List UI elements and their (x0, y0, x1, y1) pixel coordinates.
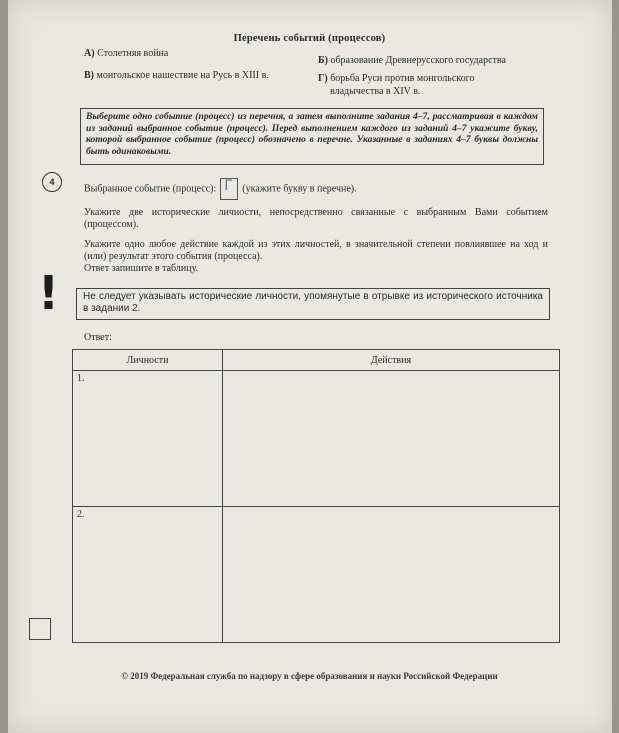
event-text: образование Древнерусского государства (330, 55, 506, 66)
warning-box: Не следует указывать исторические личности, упомянутые в отрывке из исторического источника в задании 2. (76, 288, 550, 320)
task-paragraph-2: Укажите одно любое действие каждой из этих личностей, в значительной степени повлиявшее на ход и (или) результат этого события (процесса). (84, 239, 548, 262)
task-paragraph-3: Ответ запишите в таблицу. (84, 263, 199, 274)
event-letter: А) (84, 48, 95, 59)
row-number: 1. (77, 373, 85, 384)
warning-mark: ! (38, 266, 59, 320)
letter-input-box[interactable] (220, 178, 238, 200)
instruction-box: Выберите одно событие (процесс) из перечня, а затем выполните задания 4–7, рассматривая в каждом из заданий выбранное событие (процесс). Перед выполнением каждого из заданий 4–7 укажите букву, которой выбранное событие (процесс) обозначено в перечне. Указанные в заданиях 4–7 буквы должны быть одинаковыми. (80, 108, 544, 165)
person-cell-2[interactable] (73, 507, 223, 643)
event-letter: Б) (318, 55, 328, 66)
row-number: 2. (77, 509, 85, 520)
event-b (318, 55, 506, 67)
chosen-event-line (84, 178, 548, 200)
event-text: Столетняя война (97, 48, 169, 59)
action-cell-1[interactable] (223, 371, 560, 507)
event-letter: В) (84, 70, 94, 81)
event-a (84, 48, 168, 60)
event-text: монгольское нашествие на Русь в XIII в. (96, 70, 269, 81)
answer-label: Ответ: (84, 332, 112, 343)
answer-table (72, 349, 560, 643)
chosen-event-label: Выбранное событие (процесс): (84, 183, 217, 195)
task-paragraph-1: Укажите две исторические личности, непосредственно связанные с выбранным Вами событием (процессом). (84, 207, 548, 230)
task-number: 4 (42, 172, 62, 192)
event-letter: Г) (318, 73, 328, 84)
event-text: борьба Руси против монгольского (330, 73, 475, 84)
person-cell-1[interactable] (73, 371, 223, 507)
page-title: Перечень событий (процессов) (233, 33, 386, 44)
table-row (73, 371, 560, 507)
table-header-row (73, 350, 560, 371)
score-box[interactable] (29, 618, 51, 640)
event-v (84, 70, 269, 82)
chosen-letter: Г (224, 178, 233, 194)
column-header-persons: Личности (73, 350, 223, 371)
event-g (318, 73, 475, 85)
footer-copyright: © 2019 Федеральная служба по надзору в сфере образования и науки Российской Федерации (121, 671, 498, 681)
table-row (73, 507, 560, 643)
column-header-actions: Действия (223, 350, 560, 371)
chosen-event-hint: (укажите букву в перечне). (242, 183, 357, 195)
action-cell-2[interactable] (223, 507, 560, 643)
event-g-continued: владычества в XIV в. (330, 86, 421, 97)
